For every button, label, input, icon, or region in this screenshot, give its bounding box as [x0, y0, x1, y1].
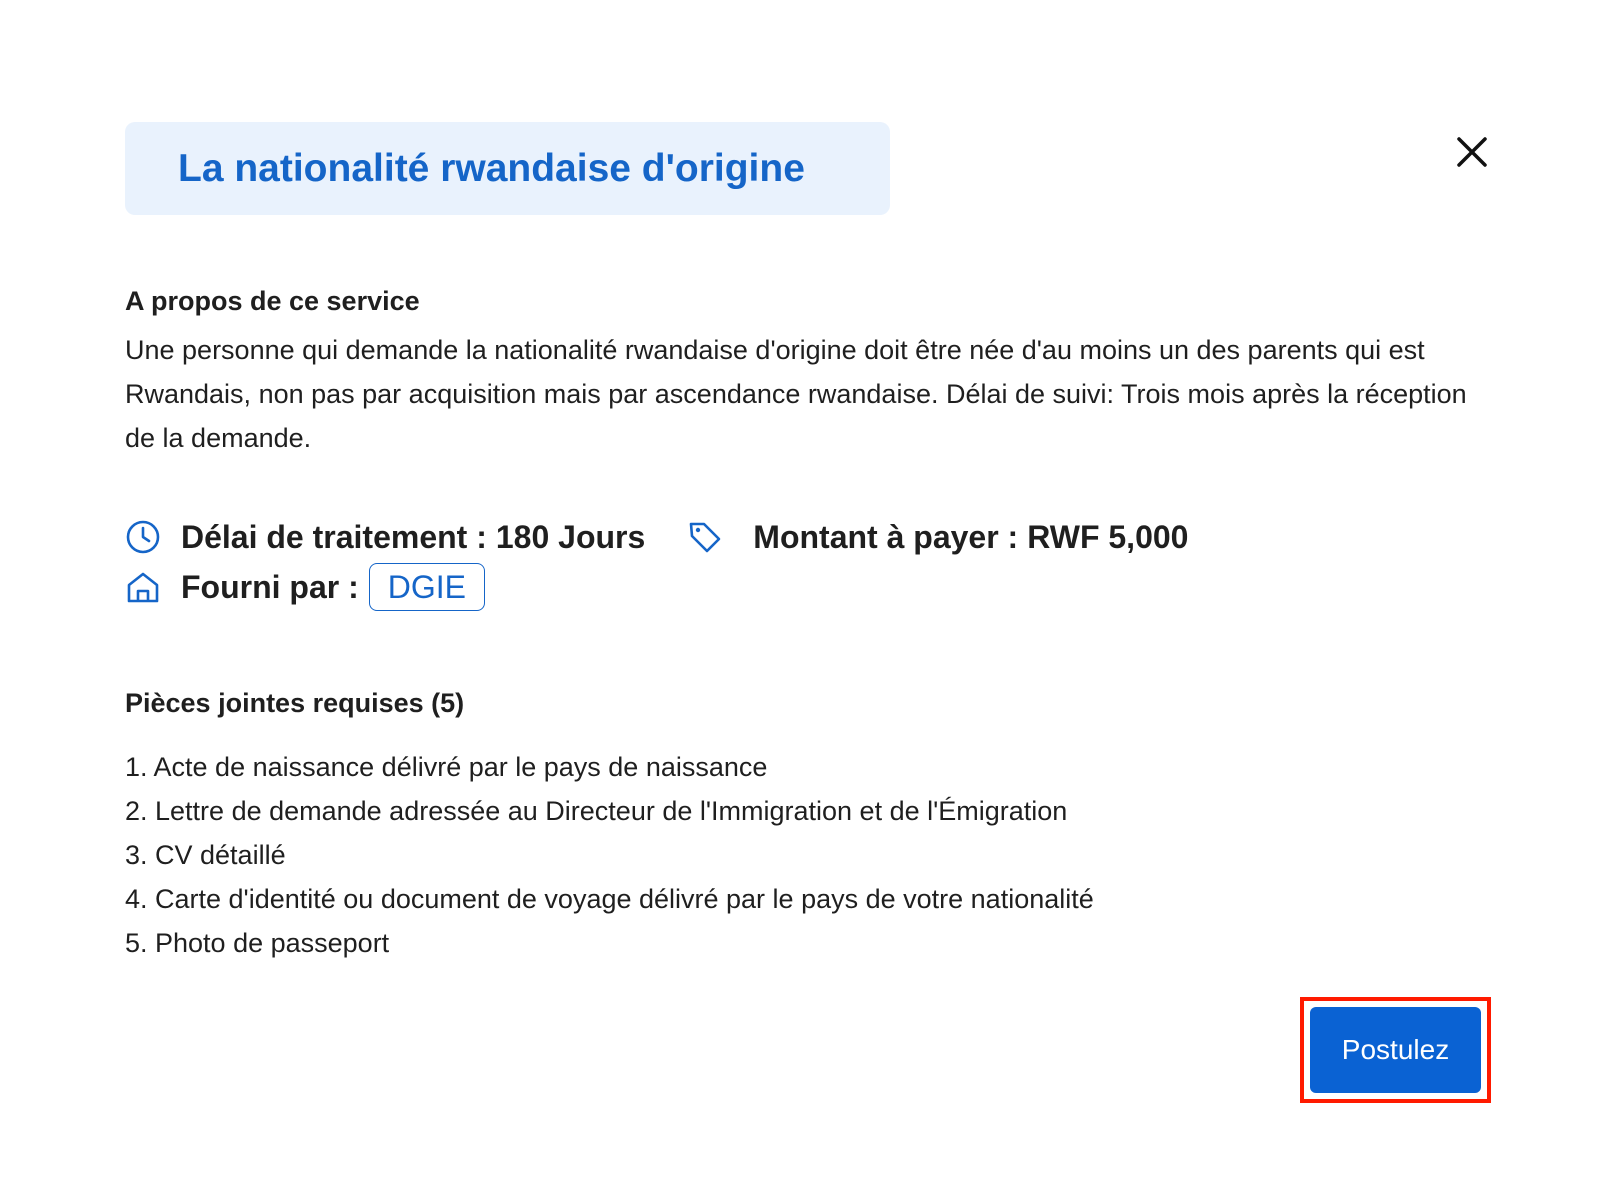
list-item: 4. Carte d'identité ou document de voyage délivré par le pays de votre nationalité	[125, 884, 1094, 914]
list-item: 5. Photo de passeport	[125, 928, 390, 958]
home-icon	[125, 569, 161, 605]
attachments-list	[125, 745, 1094, 965]
about-description: Une personne qui demande la nationalité rwandaise d'origine doit être née d'au moins un des parents qui est Rwandais, non pas par acquisition mais par ascendance rwandaise. Délai de suivi: Trois mois après la réception de la demande.	[125, 335, 1467, 453]
close-icon	[1452, 132, 1492, 172]
apply-button[interactable]: Postulez	[1310, 1007, 1481, 1093]
processing-time-label: Délai de traitement :	[181, 518, 487, 555]
close-button[interactable]	[1452, 132, 1492, 172]
meta-row-processing-amount	[125, 512, 1188, 562]
dialog-title-box	[125, 122, 890, 215]
amount-label: Montant à payer :	[753, 518, 1019, 555]
list-item: 1. Acte de naissance délivré par le pays de naissance	[125, 752, 768, 782]
clock-icon	[125, 519, 161, 555]
list-item: 3. CV détaillé	[125, 840, 286, 870]
tag-icon	[687, 519, 723, 555]
meta-row-provider	[125, 562, 485, 612]
processing-time-value: 180 Jours	[495, 518, 646, 555]
provider-label: Fourni par :	[181, 568, 359, 605]
amount-value: RWF 5,000	[1027, 518, 1189, 555]
list-item: 2. Lettre de demande adressée au Directeur de l'Immigration et de l'Émigration	[125, 796, 1068, 826]
dialog-title: La nationalité rwandaise d'origine	[178, 146, 805, 190]
about-heading: A propos de ce service	[125, 286, 420, 316]
attachments-heading: Pièces jointes requises (5)	[125, 688, 465, 718]
provider-badge[interactable]: DGIE	[369, 563, 485, 611]
